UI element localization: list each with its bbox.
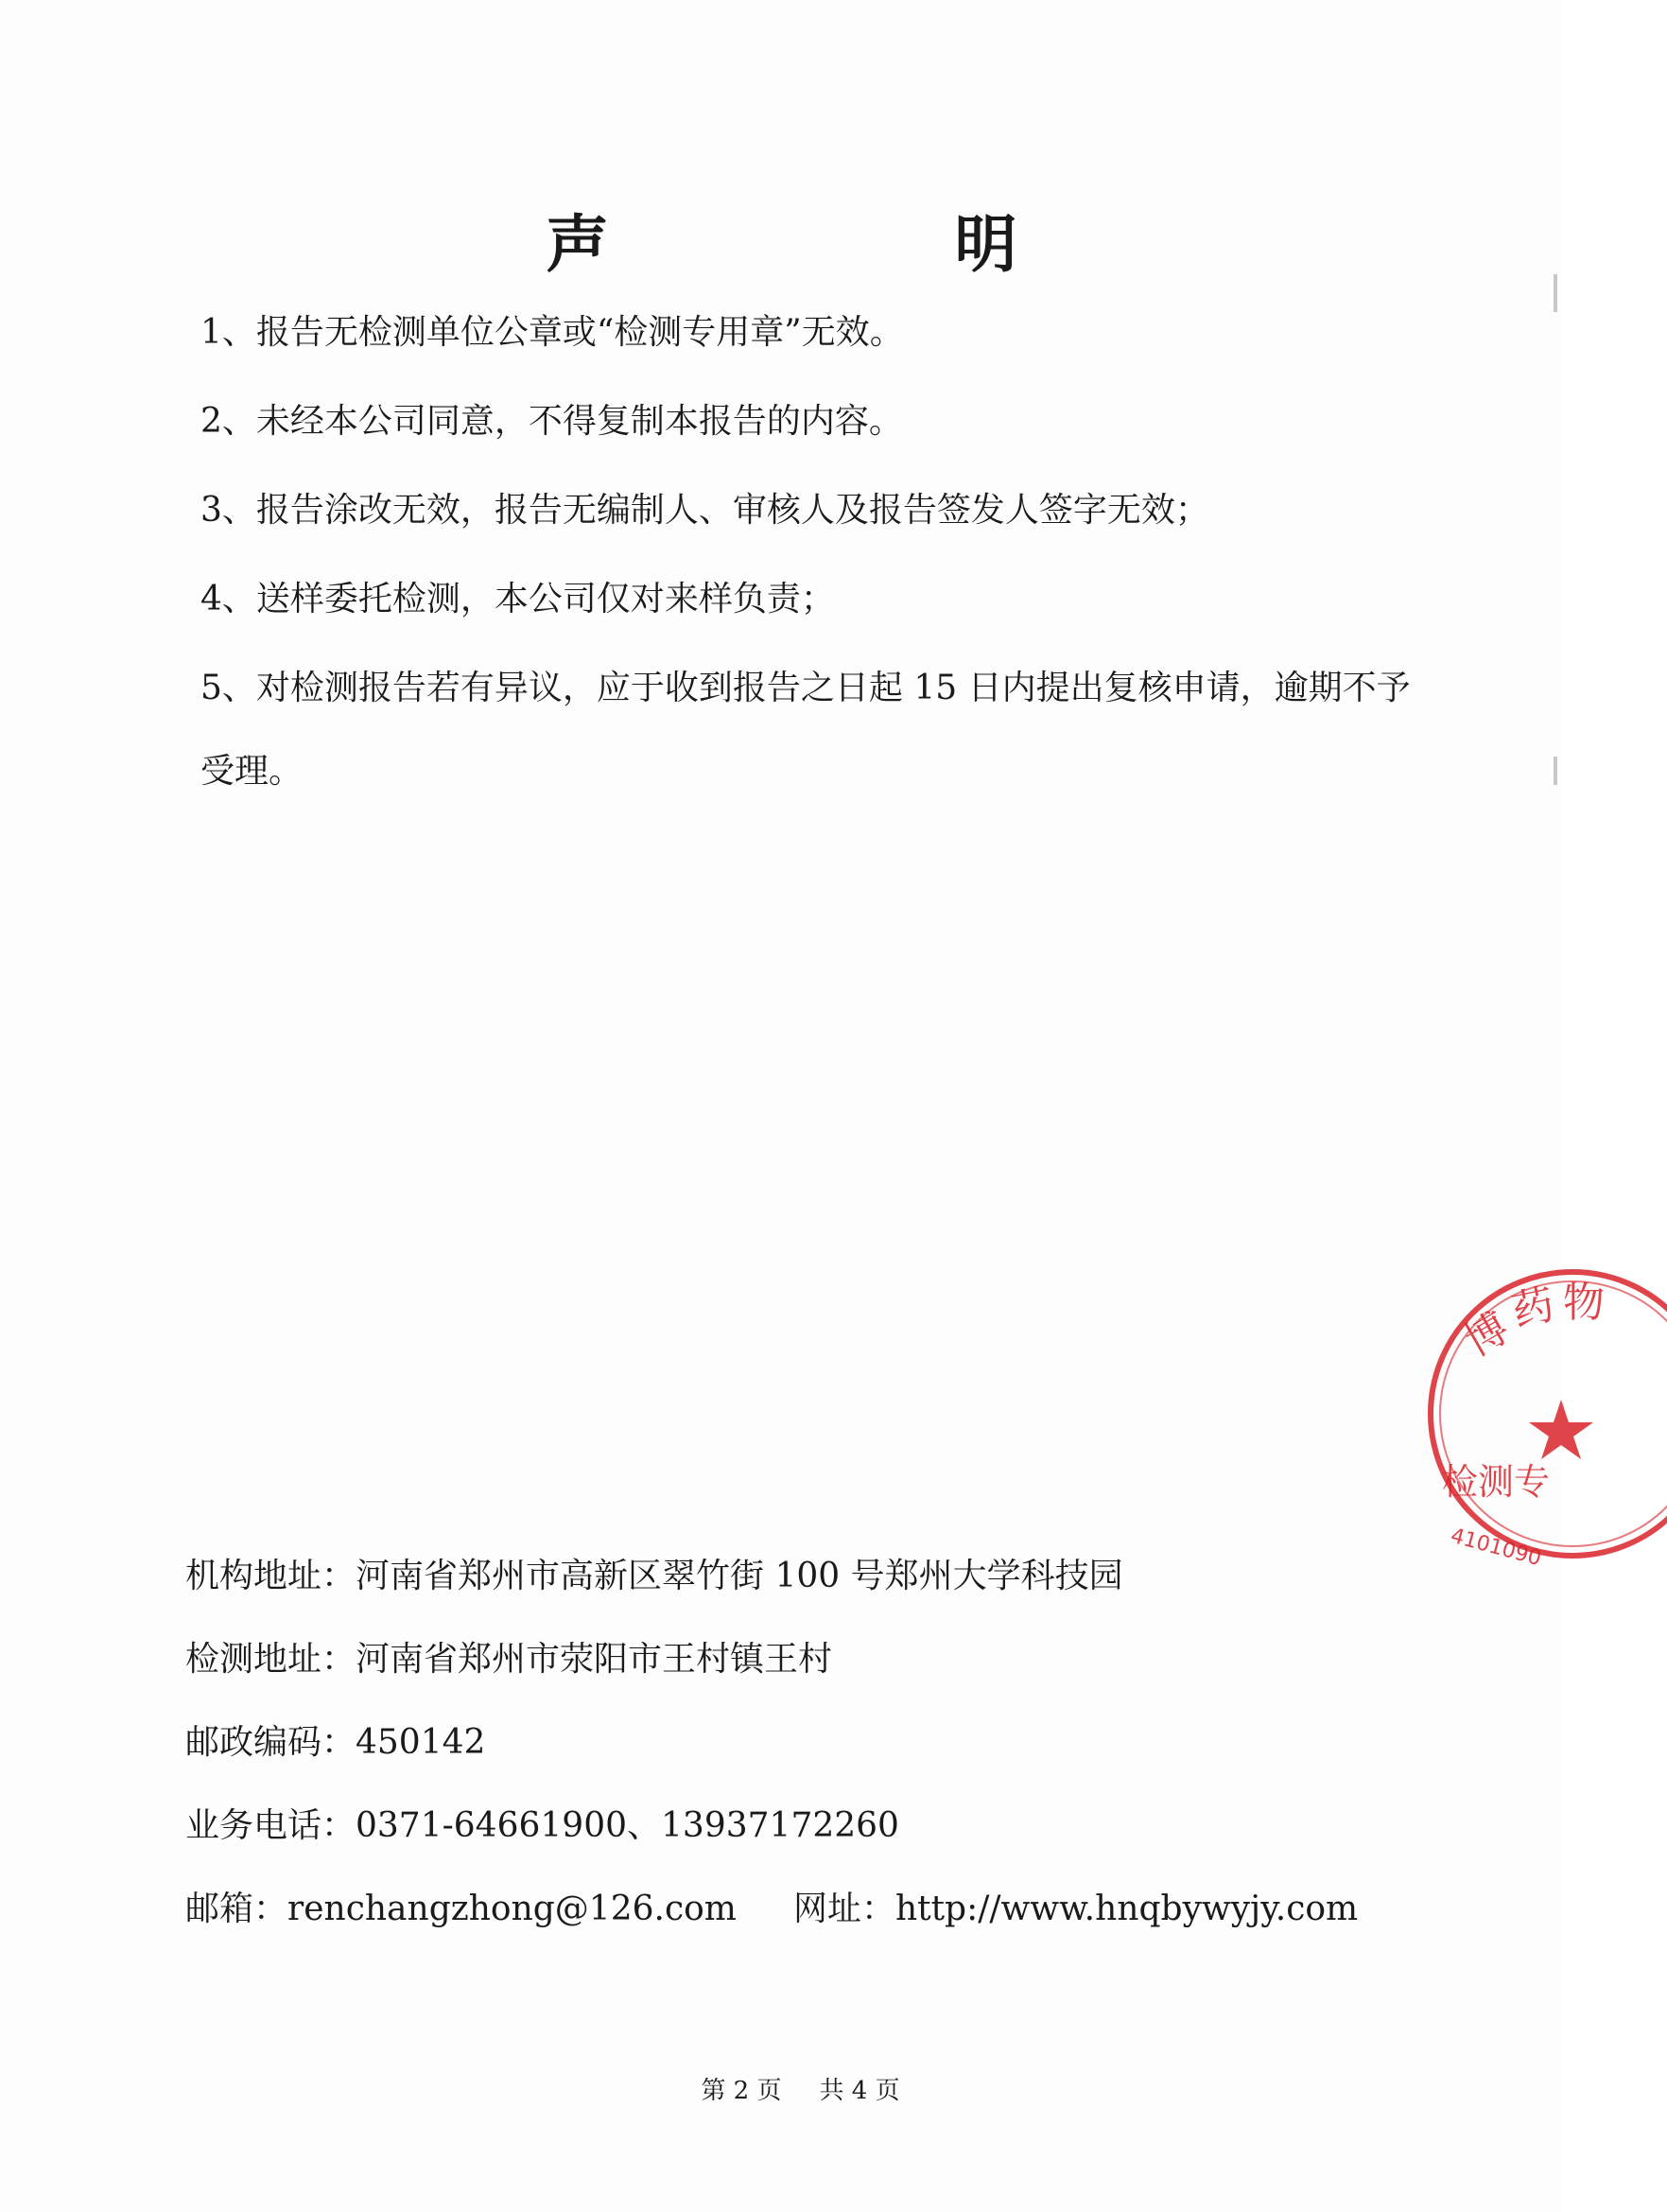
svg-text:博: 博 [1457, 1303, 1518, 1367]
clause-2: 2、未经本公司同意，不得复制本报告的内容。 [200, 402, 903, 441]
page-footer [0, 2071, 1563, 2106]
clause-4: 4、送样委托检测，本公司仅对来样负责； [200, 580, 835, 618]
scan-edge-mark [1554, 757, 1557, 785]
page-total: 共 4 页 [819, 2077, 900, 2105]
email: 邮箱：renchangzhong@126.com [185, 1890, 737, 1928]
website: 网址：http://www.hnqbywyjy.com [792, 1890, 1359, 1928]
svg-text:4101090: 4101090 [1448, 1524, 1544, 1572]
clause-5: 5、对检测报告若有异议，应于收到报告之日起 15 日内提出复核申请，逾期不予受理。 [200, 669, 1411, 791]
business-phone: 业务电话：0371-64661900、13937172260 [185, 1806, 899, 1845]
statement-clauses [200, 312, 1420, 861]
company-seal-stamp [1421, 1258, 1667, 1570]
test-address: 检测地址：河南省郑州市荥阳市王村镇王村 [185, 1640, 833, 1679]
org-address: 机构地址：河南省郑州市高新区翠竹街 100 号郑州大学科技园 [185, 1557, 1123, 1595]
email-website-row [185, 1889, 1415, 1972]
clause-1: 1、报告无检测单位公章或“检测专用章”无效。 [200, 313, 904, 352]
svg-text:药: 药 [1507, 1280, 1559, 1336]
clause-3: 3、报告涂改无效，报告无编制人、审核人及报告签发人签字无效； [200, 491, 1209, 530]
svg-text:检测专: 检测专 [1442, 1461, 1551, 1503]
postal-code: 邮政编码：450142 [185, 1723, 486, 1762]
contact-info [185, 1556, 1415, 1972]
svg-text:物: 物 [1563, 1279, 1605, 1327]
page-title: 声 明 [546, 207, 1159, 281]
page-number: 第 2 页 [701, 2077, 782, 2105]
scan-edge-mark [1554, 274, 1557, 312]
